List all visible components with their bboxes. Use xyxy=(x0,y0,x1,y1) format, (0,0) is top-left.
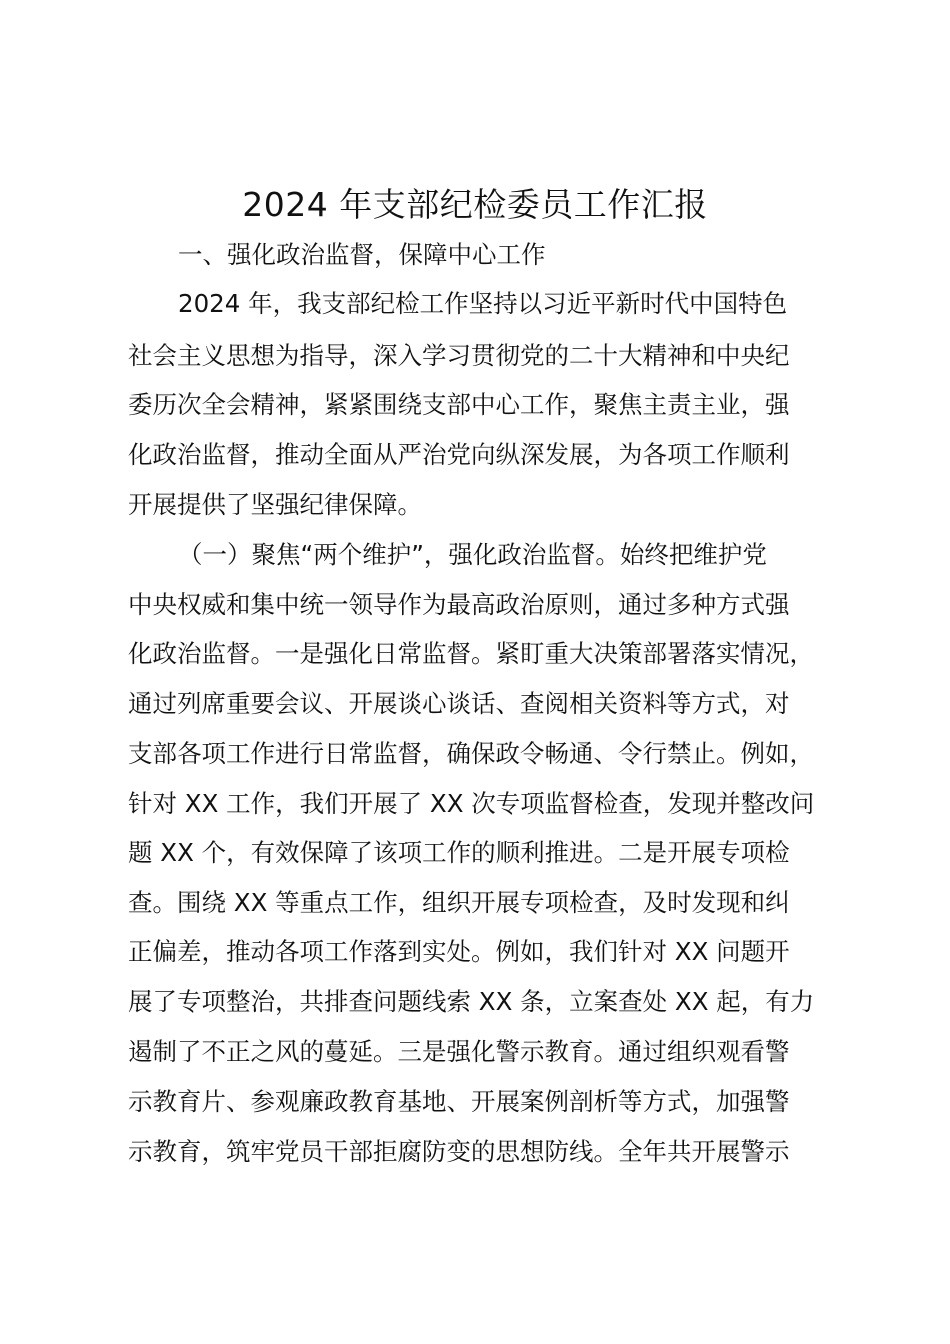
paragraph-line: 正偏差，推动各项工作落到实处。例如，我们针对 XX 问题开 xyxy=(128,937,790,966)
paragraph-line: 支部各项工作进行日常监督，确保政令畅通、令行禁止。例如， xyxy=(128,739,814,768)
paragraph-line: 社会主义思想为指导，深入学习贯彻党的二十大精神和中央纪 xyxy=(128,341,790,370)
document-title: 2024 年支部纪检委员工作汇报 xyxy=(242,185,708,224)
paragraph-line: 通过列席重要会议、开展谈心谈话、查阅相关资料等方式，对 xyxy=(128,689,790,718)
paragraph-line: 中央权威和集中统一领导作为最高政治原则，通过多种方式强 xyxy=(128,590,790,619)
paragraph-line: （一）聚焦“两个维护”，强化政治监督。始终把维护党 xyxy=(178,540,767,569)
paragraph-line: 化政治监督，推动全面从严治党向纵深发展，为各项工作顺利 xyxy=(128,440,790,469)
paragraph-line: 示教育，筑牢党员干部拒腐防变的思想防线。全年共开展警示 xyxy=(128,1137,790,1166)
paragraph-line: 遏制了不正之风的蔓延。三是强化警示教育。通过组织观看警 xyxy=(128,1037,790,1066)
paragraph-line: 2024 年，我支部纪检工作坚持以习近平新时代中国特色 xyxy=(178,289,788,318)
paragraph-line: 题 XX 个，有效保障了该项工作的顺利推进。二是开展专项检 xyxy=(128,838,790,867)
paragraph-line: 化政治监督。一是强化日常监督。紧盯重大决策部署落实情况， xyxy=(128,639,814,668)
paragraph-line: 查。围绕 XX 等重点工作，组织开展专项检查，及时发现和纠 xyxy=(128,888,790,917)
paragraph-line: 示教育片、参观廉政教育基地、开展案例剖析等方式，加强警 xyxy=(128,1087,790,1116)
section-heading: 一、强化政治监督，保障中心工作 xyxy=(178,240,546,269)
paragraph-line: 开展提供了坚强纪律保障。 xyxy=(128,490,422,519)
paragraph-line: 针对 XX 工作，我们开展了 XX 次专项监督检查，发现并整改问 xyxy=(128,789,815,818)
paragraph-line: 展了专项整治，共排查问题线索 XX 条，立案查处 XX 起，有力 xyxy=(128,987,815,1016)
paragraph-line: 委历次全会精神，紧紧围绕支部中心工作，聚焦主责主业，强 xyxy=(128,390,790,419)
